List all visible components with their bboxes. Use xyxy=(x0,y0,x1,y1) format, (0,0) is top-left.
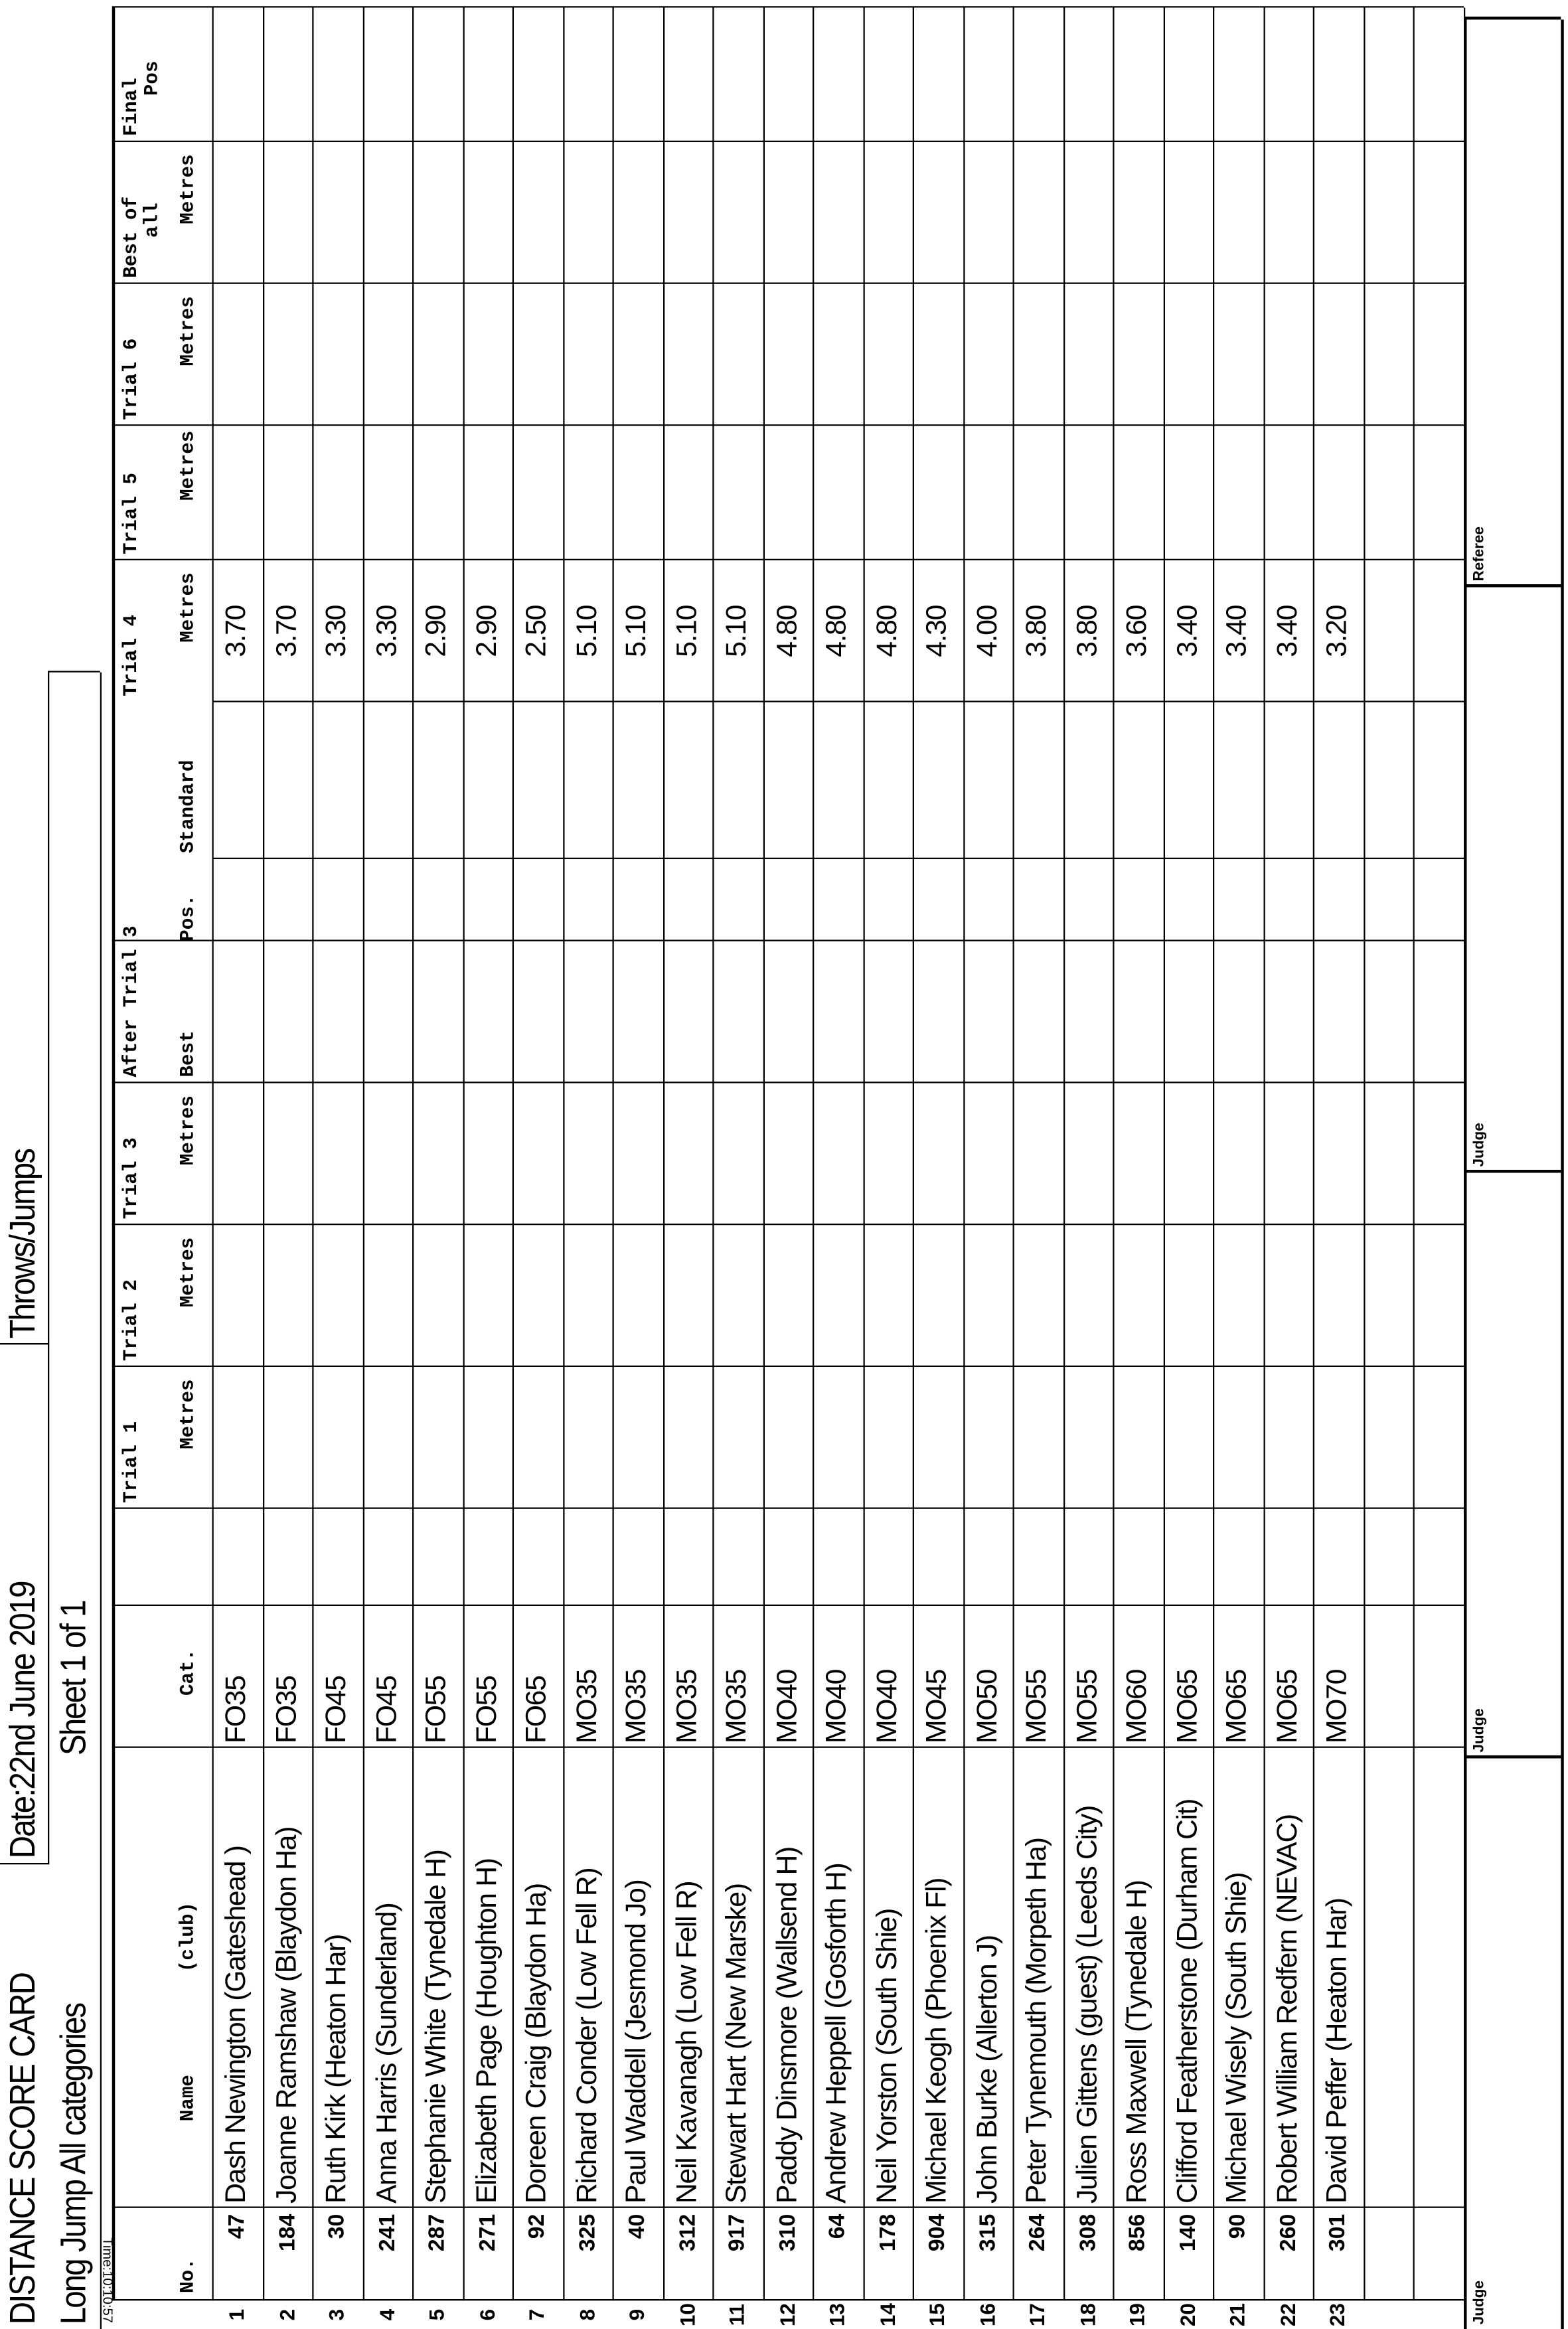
row-index: 22 xyxy=(1275,2303,1299,2327)
competitor-category: FO35 xyxy=(271,1676,303,1743)
standard-value: 3.40 xyxy=(1271,605,1304,657)
standard-value: 5.10 xyxy=(671,605,703,657)
row-index: 5 xyxy=(424,2308,448,2321)
header-best-of: Best of xyxy=(119,196,142,278)
competitor-number: 40 xyxy=(624,2213,650,2239)
sheet-number: Sheet 1 of 1 xyxy=(54,1601,94,1755)
column-divider xyxy=(112,2207,1463,2208)
signature-label-referee: Referee xyxy=(1471,526,1488,582)
competitor-name: Neil Yorston (South Shie) xyxy=(871,1909,903,2204)
competitor-name: Clifford Featherstone (Durham Cit) xyxy=(1172,1799,1204,2204)
competitor-number: 260 xyxy=(1275,2213,1300,2252)
competitor-number: 904 xyxy=(924,2213,950,2252)
row-index: 21 xyxy=(1225,2303,1249,2327)
row-index: 11 xyxy=(724,2303,749,2326)
competitor-category: MO65 xyxy=(1172,1669,1204,1743)
competitor-number: 178 xyxy=(874,2213,900,2252)
standard-value: 5.10 xyxy=(621,605,653,657)
header-final-pos: Pos xyxy=(140,60,163,96)
competitor-category: FO65 xyxy=(521,1676,553,1743)
row-index: 19 xyxy=(1125,2303,1149,2327)
competitor-category: MO35 xyxy=(571,1669,603,1743)
header-trial4-metres: Metres xyxy=(176,572,199,643)
standard-value: 3.80 xyxy=(1071,605,1103,657)
header-best-metres: Metres xyxy=(176,154,199,224)
signature-label-judge: Judge xyxy=(1471,1123,1488,1167)
competitor-category: MO40 xyxy=(771,1669,803,1743)
header-name: Name xyxy=(176,2075,199,2122)
standard-value: 5.10 xyxy=(571,605,603,657)
signature-label-judge: Judge xyxy=(1471,2280,1488,2325)
standard-value: 4.30 xyxy=(921,605,953,657)
header-trial6-metres: Metres xyxy=(176,296,199,366)
standard-value: 4.80 xyxy=(871,605,903,657)
header-trial2-metres: Metres xyxy=(176,1237,199,1307)
competitor-number: 312 xyxy=(674,2213,700,2252)
competitor-category: MO40 xyxy=(871,1669,903,1743)
standard-value: 2.90 xyxy=(421,605,453,657)
row-index: 9 xyxy=(624,2308,649,2321)
competitor-name: Andrew Heppell (Gosforth H) xyxy=(821,1863,853,2204)
header-trial5-metres: Metres xyxy=(176,430,199,501)
competitor-category: MO50 xyxy=(971,1669,1003,1743)
header-trial4: Trial 4 xyxy=(119,614,142,696)
card-title: DISTANCE SCORE CARD xyxy=(3,1973,44,2325)
standard-value: 2.50 xyxy=(521,605,553,657)
header-trial6: Trial 6 xyxy=(119,338,142,420)
competitor-category: MO70 xyxy=(1322,1669,1354,1743)
competitor-name: Stephanie White (Tynedale H) xyxy=(421,1850,453,2204)
competitor-name: Elizabeth Page (Houghton H) xyxy=(471,1858,503,2204)
header-club: (club) xyxy=(176,1901,199,1972)
row-index: 13 xyxy=(824,2303,848,2327)
row-index: 2 xyxy=(274,2308,298,2321)
competitor-name: Stewart Hart (New Marske) xyxy=(721,1884,753,2204)
column-divider xyxy=(112,1082,1463,1083)
competitor-number: 30 xyxy=(324,2213,350,2239)
strip-top-border xyxy=(1464,20,1467,2329)
column-divider xyxy=(112,940,1463,941)
column-divider xyxy=(112,1508,1463,1509)
standard-value: 3.30 xyxy=(371,605,403,657)
header-standard: Standard xyxy=(176,760,199,853)
competitor-category: MO55 xyxy=(1022,1669,1054,1743)
header-after-trial-3: After Trial 3 xyxy=(119,925,142,1078)
standard-value: 3.70 xyxy=(221,605,253,657)
row-index: 8 xyxy=(574,2308,599,2321)
header-trial3: Trial 3 xyxy=(119,1137,142,1220)
row-border xyxy=(1413,8,1415,2301)
row-index: 17 xyxy=(1024,2303,1049,2327)
header-trial3-metres: Metres xyxy=(176,1095,199,1166)
standard-value: 3.30 xyxy=(321,605,353,657)
header-cat: Cat. xyxy=(176,1648,199,1696)
header-trial5: Trial 5 xyxy=(119,473,142,554)
standard-value: 4.80 xyxy=(821,605,853,657)
column-divider xyxy=(112,424,1463,426)
standard-value: 3.80 xyxy=(1022,605,1054,657)
strip-right-border xyxy=(1464,17,1561,20)
header-best: Best xyxy=(176,1030,199,1078)
competitor-number: 308 xyxy=(1074,2213,1101,2252)
standard-value: 4.00 xyxy=(971,605,1003,657)
competitor-number: 301 xyxy=(1324,2213,1350,2252)
competitor-number: 271 xyxy=(474,2213,500,2252)
competitor-number: 264 xyxy=(1024,2213,1050,2252)
standard-value: 3.70 xyxy=(271,605,303,657)
row-border xyxy=(1363,8,1364,2301)
competitor-category: FO45 xyxy=(371,1676,403,1743)
event-date: Date:22nd June 2019 xyxy=(3,1581,44,1859)
standard-value: 3.60 xyxy=(1121,605,1153,657)
competitor-number: 64 xyxy=(824,2213,850,2239)
strip-bottom-border xyxy=(1561,20,1564,2329)
column-divider xyxy=(112,1605,1463,1606)
standard-value: 5.10 xyxy=(721,605,753,657)
standard-value: 3.40 xyxy=(1172,605,1204,657)
competitor-number: 184 xyxy=(274,2213,300,2252)
competitor-number: 47 xyxy=(224,2213,250,2239)
competitor-name: Paul Waddell (Jesmond Jo) xyxy=(621,1880,653,2204)
divider xyxy=(0,1343,49,1344)
strip-divider xyxy=(1464,1755,1561,1759)
standard-value: 3.20 xyxy=(1322,605,1354,657)
competitor-name: Julien Gittens (guest) (Leeds City) xyxy=(1071,1805,1103,2204)
column-divider xyxy=(112,283,1463,284)
competitor-category: MO55 xyxy=(1071,1669,1103,1743)
competitor-number: 140 xyxy=(1174,2213,1200,2252)
competitor-name: Richard Conder (Low Fell R) xyxy=(571,1868,603,2204)
header-all: all xyxy=(140,202,163,238)
divider xyxy=(48,673,49,1865)
competitor-category: MO35 xyxy=(621,1669,653,1743)
row-index: 15 xyxy=(924,2303,949,2327)
competitor-name: John Burke (Allerton J) xyxy=(971,1935,1003,2204)
print-time: Time:10:10:57 xyxy=(100,2237,116,2323)
competitor-name: Ross Maxwell (Tynedale H) xyxy=(1121,1880,1153,2204)
row-index: 20 xyxy=(1174,2303,1199,2327)
competitor-category: MO45 xyxy=(921,1669,953,1743)
competitor-number: 92 xyxy=(524,2213,550,2239)
divider xyxy=(0,1863,49,1864)
sub-column-divider xyxy=(212,858,1463,859)
row-index: 23 xyxy=(1324,2303,1349,2327)
competitor-name: Robert William Redfern (NEVAC) xyxy=(1271,1814,1304,2204)
competitor-category: MO65 xyxy=(1221,1669,1253,1743)
column-divider xyxy=(112,6,1463,7)
strip-divider xyxy=(1464,584,1561,588)
column-divider xyxy=(112,1747,1463,1748)
competitor-category: FO55 xyxy=(421,1676,453,1743)
competitor-number: 241 xyxy=(374,2213,400,2252)
column-divider xyxy=(112,1224,1463,1225)
competitor-number: 856 xyxy=(1125,2213,1150,2252)
competitor-category: MO35 xyxy=(721,1669,753,1743)
header-pos: Pos. xyxy=(176,894,199,941)
competitor-name: Ruth Kirk (Heaton Har) xyxy=(321,1934,353,2204)
competitor-number: 287 xyxy=(424,2213,450,2252)
competitor-category: MO35 xyxy=(671,1669,703,1743)
header-trial1: Trial 1 xyxy=(119,1421,142,1503)
row-index: 12 xyxy=(774,2303,799,2327)
row-index: 16 xyxy=(975,2303,999,2327)
competitor-name: Peter Tynemouth (Morpeth Ha) xyxy=(1022,1838,1054,2204)
competitor-number: 315 xyxy=(975,2213,1000,2252)
row-index: 4 xyxy=(374,2308,398,2321)
competitor-category: MO40 xyxy=(821,1669,853,1743)
table-top-border xyxy=(112,8,116,2301)
column-divider xyxy=(112,1366,1463,1367)
header-trial2: Trial 2 xyxy=(119,1279,142,1361)
competitor-name: Anna Harris (Sunderland) xyxy=(371,1903,403,2204)
competitor-number: 90 xyxy=(1225,2213,1251,2239)
competitor-category: FO45 xyxy=(321,1676,353,1743)
row-index: 10 xyxy=(674,2303,698,2327)
row-index: 18 xyxy=(1074,2303,1099,2327)
competitor-name: Joanne Ramshaw (Blaydon Ha) xyxy=(271,1826,303,2204)
standard-value: 2.90 xyxy=(471,605,503,657)
strip-divider xyxy=(1464,1170,1561,1173)
competitor-category: MO65 xyxy=(1271,1669,1304,1743)
signature-label-judge: Judge xyxy=(1471,1708,1488,1753)
divider xyxy=(100,673,102,2329)
competitor-category: MO60 xyxy=(1121,1669,1153,1743)
header-final: Final xyxy=(119,78,142,136)
header-no: No. xyxy=(176,2258,199,2293)
competitor-category: FO55 xyxy=(471,1676,503,1743)
competitor-name: Michael Keogh (Phoenix Fl) xyxy=(921,1878,953,2204)
competitor-name: Doreen Craig (Blaydon Ha) xyxy=(521,1884,553,2204)
competitor-number: 325 xyxy=(574,2213,600,2252)
competitor-name: David Peffer (Heaton Har) xyxy=(1322,1898,1354,2204)
row-index: 3 xyxy=(324,2308,349,2321)
header-trial1-metres: Metres xyxy=(176,1379,199,1449)
competitor-number: 917 xyxy=(724,2213,750,2252)
event-type: Throws/Jumps xyxy=(3,1149,44,1339)
competitor-name: Neil Kavanagh (Low Fell R) xyxy=(671,1881,703,2204)
standard-value: 4.80 xyxy=(771,605,803,657)
row-index: 7 xyxy=(524,2308,548,2321)
competitor-name: Dash Newington (Gateshead ) xyxy=(221,1846,253,2204)
event-name: Long Jump All categories xyxy=(54,2003,94,2325)
competitor-category: FO35 xyxy=(221,1676,253,1743)
standard-value: 3.40 xyxy=(1221,605,1253,657)
row-index: 14 xyxy=(874,2303,899,2327)
divider xyxy=(48,671,100,673)
competitor-name: Michael Wisely (South Shie) xyxy=(1221,1872,1253,2204)
row-index: 1 xyxy=(224,2308,248,2321)
competitor-name: Paddy Dinsmore (Wallsend H) xyxy=(771,1847,803,2204)
row-index: 6 xyxy=(474,2308,499,2321)
column-divider xyxy=(112,141,1463,142)
competitor-number: 310 xyxy=(774,2213,800,2252)
